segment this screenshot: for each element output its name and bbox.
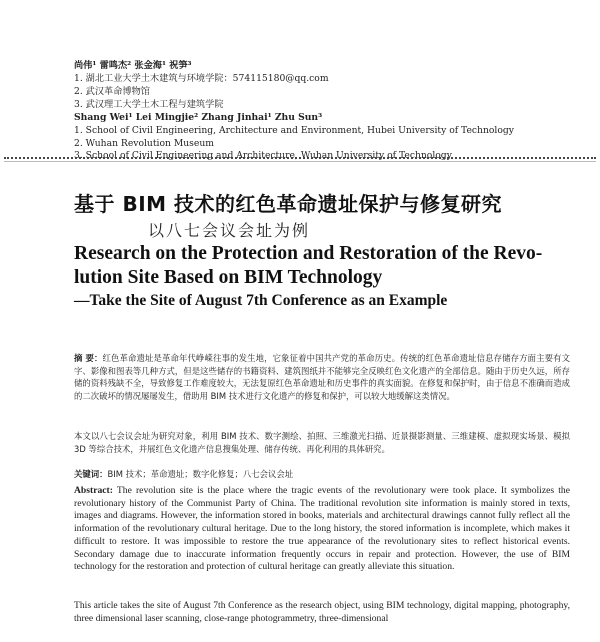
affiliation-cn-3: 3. 武汉理工大学土木工程与建筑学院: [74, 99, 224, 110]
abstract-en-label: Abstract:: [74, 485, 113, 496]
abstract-cn-paragraph-2: 本文以八七会议会址为研究对象，利用 BIM 技术、数字测绘、拍照、三维激光扫描、近景摄影测量、三维建模、虚拟现实场景、模拟 3D 等综合技术，并展红色文化遗产信息搜集处理、储存传统、再化利用的具体研究。: [74, 431, 570, 454]
title-en-line-1: Research on the Protection and Restoration of the Revo-: [74, 243, 543, 264]
authors-cn: 尚伟¹ 雷鸣杰² 张金海¹ 祝笋³: [74, 60, 192, 71]
title-en-line-2: lution Site Based on BIM Technology: [74, 267, 383, 288]
abstract-cn-text: 红色革命遗址是革命年代峥嵘往事的发生地，它象征着中国共产党的革命历史。传统的红色革命遗址信息存储存方面主要有文字、影像和图表等几种方式，但是这些储存的书籍资料、建筑图纸并不能够完全反映红色文化遗产的全部信息。随由于历史久远，所存储的资料残缺不全，导致修复工作难度较大，无法复原红色革命遗址和历史事件的真实面貌。在修复和保护时，由于信息不准确而造成的二次破坏的情况屡屡发生，借助用 BIM 技术进行文化遗产的修复和保护，可以较大地缓解这类情况。: [74, 353, 570, 401]
authors-en: Shang Wei¹ Lei Mingjie² Zhang Jinhai¹ Zhu Sun³: [74, 112, 323, 123]
keywords-cn-label: 关键词：: [74, 469, 108, 479]
keywords-cn-text: BIM 技术；革命遗址；数字化修复；八七会议会址: [107, 469, 294, 479]
abstract-en: [74, 485, 570, 574]
abstract-en-paragraph-2: This article takes the site of August 7th Conference as the research object, using BIM technology, digital mapping, photography, three dimensional laser scanning, close-range photogrammetry, three-dimensional: [74, 600, 570, 624]
abstract-cn-label: 摘 要：: [74, 353, 103, 363]
header-rule-thin: [4, 161, 596, 162]
header-rule: [4, 157, 596, 159]
abstract-en-text: The revolution site is the place where the tragic events of the revolutionary were took place. It symbolizes the revolutionary history of the Communist Party of China. The traditional revolution site information is mainly stored in texts, images and diagrams. However, the information stored in books, materials and architectural drawings cannot fully reflect all the information of the revolutionary cultural heritage. Due to the long history, the stored information is incomplete, which makes it difficult to restore. It was impossible to restore the true appearance of the revolutionary sites to reflect historical events. Secondary damage due to inaccurate information frequently occurs in repair and protection. However, the use of BIM technology for the restoration and protection of cultural heritage can greatly alleviate this situation.: [74, 485, 570, 573]
subtitle-en: —Take the Site of August 7th Conference as an Example: [74, 292, 448, 309]
abstract-cn: [74, 352, 570, 402]
affiliation-cn-2: 2. 武汉革命博物馆: [74, 86, 150, 97]
affiliation-en-2: 2. Wuhan Revolution Museum: [74, 138, 214, 149]
affiliation-cn-1: 1. 湖北工业大学土木建筑与环境学院：574115180@qq.com: [74, 73, 329, 84]
affiliation-en-3: 3. School of Civil Engineering and Architecture, Wuhan University of Technology: [74, 150, 452, 161]
keywords-cn: [74, 468, 570, 481]
affiliation-en-1: 1. School of Civil Engineering, Architecture and Environment, Hubei University of Technology: [74, 125, 514, 136]
title-cn: 基于 BIM 技术的红色革命遗址保护与修复研究: [74, 192, 503, 216]
subtitle-cn: 以八七会议会址为例: [148, 221, 311, 240]
